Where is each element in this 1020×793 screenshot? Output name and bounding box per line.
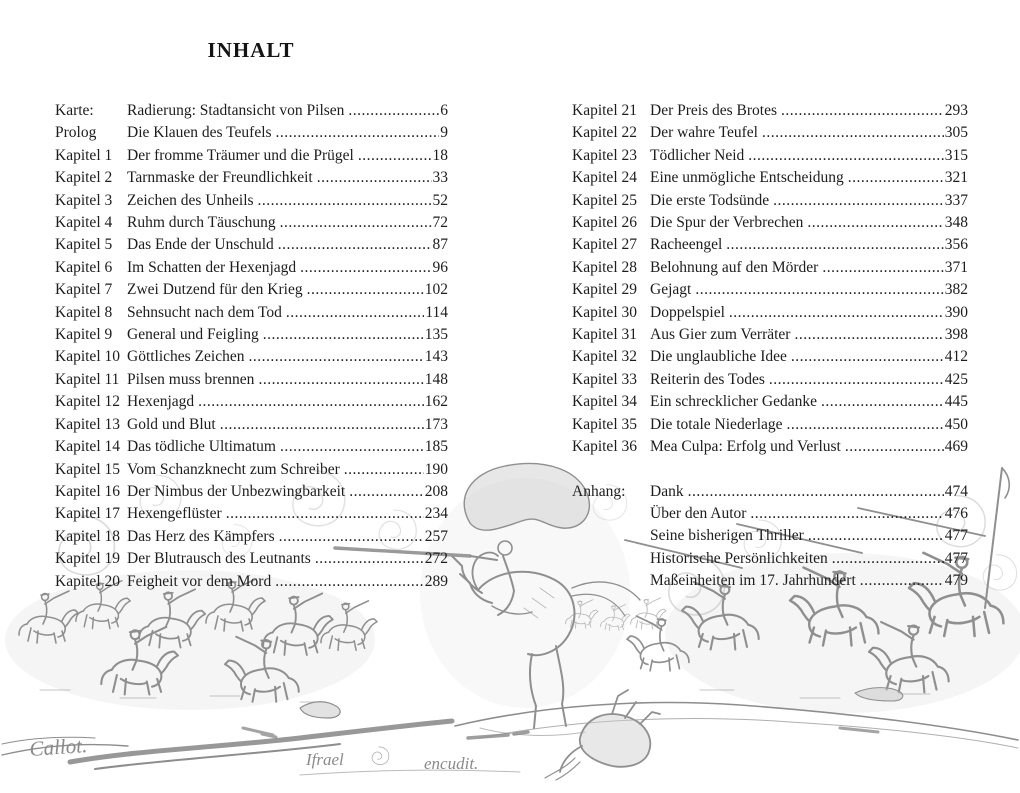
toc-entry-page: 425 [944,370,968,388]
toc-entry [55,414,448,436]
toc-entry-page: 33 [432,169,448,187]
toc-entry-title: Reiterin des Todes [650,370,765,388]
toc-leader-dots [226,503,424,525]
toc-leader-dots [748,145,943,167]
toc-leader-dots [263,324,424,346]
toc-leader-dots [726,234,943,256]
toc-entry [55,302,448,324]
toc-entry-label: Kapitel 5 [55,236,113,254]
toc-entry-title: Göttliches Zeichen [127,348,245,366]
toc-entry-title: Das tödliche Ultimatum [127,438,276,456]
toc-leader-dots [258,369,423,391]
toc-entry [572,167,968,189]
toc-entry-label: Kapitel 8 [55,303,113,321]
toc-entry-label: Karte: [55,102,94,119]
artist-signature: Callot. [28,733,88,761]
toc-entry-label: Kapitel 11 [55,370,120,388]
toc-entry [572,414,968,436]
toc-entry-title: Tarnmaske der Freundlichkeit [127,169,313,187]
toc-entry-label: Kapitel 7 [55,281,113,299]
toc-entry [55,212,448,234]
toc-entry-page: 9 [440,124,448,142]
toc-entry-label: Kapitel 3 [55,191,113,209]
toc-entry-page: 135 [424,326,448,344]
toc-entry-title: Gold und Blut [127,415,216,433]
toc-list-right [572,100,968,459]
toc-entry-label: Kapitel 36 [572,438,637,456]
toc-entry-page: 476 [944,504,968,522]
toc-entry-page: 477 [944,549,968,567]
toc-entry-page: 356 [944,236,968,254]
toc-leader-dots [280,436,424,458]
toc-entry-title: Die erste Todsünde [650,191,770,209]
toc-leader-dots [278,234,432,256]
toc-entry-title: Im Schatten der Hexenjagd [127,258,297,276]
toc-entry-title: Mea Culpa: Erfolg und Verlust [650,438,841,456]
toc-entry-label: Kapitel 12 [55,393,120,411]
toc-list-appendix [572,481,968,593]
toc-leader-dots [808,525,944,547]
toc-entry [55,548,448,570]
toc-entry-title: Der wahre Teufel [650,124,758,142]
toc-leader-dots [781,100,944,122]
toc-leader-dots [822,257,943,279]
toc-entry-label: Kapitel 15 [55,460,120,478]
toc-entry-label: Kapitel 13 [55,415,120,433]
toc-entry-title: Der Nimbus der Unbezwingbarkeit [127,482,346,500]
toc-leader-dots [769,369,944,391]
toc-entry-page: 412 [944,348,968,366]
toc-leader-dots [307,279,424,301]
toc-entry-label: Kapitel 27 [572,236,637,254]
toc-entry-title: Die totale Niederlage [650,415,783,433]
toc-entry [55,324,448,346]
toc-leader-dots [762,122,944,144]
toc-entry-label: Kapitel 28 [572,258,637,276]
publisher-signature-1: Ifrael [306,750,344,769]
toc-entry-label: Kapitel 9 [55,326,113,344]
toc-entry-page: 18 [432,146,448,164]
toc-entry-title: Belohnung auf den Mörder [650,258,819,276]
toc-leader-dots [315,548,424,570]
toc-entry-page: 208 [424,482,448,500]
toc-entry-title: Eine unmögliche Entscheidung [650,169,844,187]
toc-entry [572,122,968,144]
toc-entry-label: Kapitel 6 [55,258,113,276]
toc-entry-title: Seine bisherigen Thriller [650,527,804,545]
toc-entry-label: Kapitel 21 [572,102,637,119]
toc-entry [572,525,968,547]
toc-entry-title: Die Klauen des Teufels [127,124,272,142]
toc-entry-label: Kapitel 16 [55,482,120,500]
toc-entry-page: 479 [944,572,968,590]
toc-entry-page: 257 [424,527,448,545]
toc-entry-label: Kapitel 22 [572,124,637,142]
toc-entry-page: 143 [424,348,448,366]
toc-leader-dots [220,414,424,436]
toc-entry [55,526,448,548]
toc-entry-page: 337 [944,191,968,209]
toc-entry-title: Sehnsucht nach dem Tod [127,303,282,321]
toc-entry-page: 371 [944,258,968,276]
toc-entry-page: 315 [944,146,968,164]
toc-entry-title: Die Spur der Verbrechen [650,214,804,232]
toc-column-right [572,100,968,593]
toc-leader-dots [349,481,424,503]
toc-entry [572,548,968,570]
toc-leader-dots [198,391,424,413]
toc-entry-page: 305 [944,124,968,142]
toc-entry-title: Über den Autor [650,504,747,522]
toc-entry [572,234,968,256]
toc-entry-label: Kapitel 30 [572,303,637,321]
toc-entry-title: Gejagt [650,281,692,299]
toc-entry [55,481,448,503]
toc-entry [55,122,448,144]
toc-entry-title: Maßeinheiten im 17. Jahrhundert [650,572,856,590]
toc-leader-dots [280,212,432,234]
toc-leader-dots [729,302,944,324]
toc-entry-label: Kapitel 23 [572,146,637,164]
toc-entry [572,369,968,391]
toc-entry-title: Das Herz des Kämpfers [127,527,275,545]
toc-entry [55,459,448,481]
toc-entry [572,145,968,167]
toc-entry-page: 6 [440,102,448,119]
toc-entry-page: 52 [432,191,448,209]
toc-entry-title: Hexengeflüster [127,505,222,523]
toc-leader-dots [286,302,424,324]
toc-entry-title: Der fromme Träumer und die Prügel [127,146,354,164]
toc-entry-title: General und Feigling [127,326,259,344]
toc-entry-title: Die unglaubliche Idee [650,348,787,366]
toc-leader-dots [688,481,944,503]
toc-entry-page: 398 [944,326,968,344]
toc-entry-page: 289 [424,572,448,590]
toc-entry [572,436,968,458]
toc-entry [55,257,448,279]
toc-entry-page: 469 [944,438,968,456]
toc-entry-page: 234 [424,505,448,523]
toc-leader-dots [848,167,944,189]
toc-entry-label: Kapitel 20 [55,572,120,590]
toc-leader-dots [845,436,944,458]
toc-entry-page: 474 [944,482,968,500]
toc-entry-title: Doppelspiel [650,303,725,321]
toc-entry-title: Der Blutrausch des Leutnants [127,550,311,568]
toc-entry-label: Kapitel 26 [572,214,637,232]
toc-entry-label: Kapitel 35 [572,415,637,433]
toc-entry-title: Ruhm durch Täuschung [127,214,276,232]
toc-entry-title: Dank [650,482,684,500]
toc-entry-title: Aus Gier zum Verräter [650,326,791,344]
toc-entry-label: Kapitel 1 [55,146,113,164]
toc-entry [55,145,448,167]
toc-entry-page: 72 [432,214,448,232]
toc-leader-dots [249,346,424,368]
toc-entry-page: 450 [944,415,968,433]
toc-leader-dots [358,145,432,167]
toc-entry-title: Pilsen muss brennen [127,370,255,388]
toc-entry-label: Kapitel 34 [572,393,637,411]
toc-entry-label: Prolog [55,124,97,142]
toc-section-gap [572,459,968,481]
toc-entry [572,324,968,346]
toc-entry-title: Das Ende der Unschuld [127,236,274,254]
toc-entry [55,369,448,391]
toc-entry [55,167,448,189]
toc-entry-title: Radierung: Stadtansicht von Pilsen [127,102,345,119]
toc-leader-dots [279,526,424,548]
toc-list-left [55,100,448,593]
toc-entry-title: Zwei Dutzend für den Krieg [127,281,303,299]
toc-entry [572,570,968,592]
toc-leader-dots [317,167,432,189]
toc-entry-label: Kapitel 25 [572,191,637,209]
toc-leader-dots [276,122,440,144]
toc-entry-title: Historische Persönlichkeiten [650,549,828,567]
toc-entry [55,571,448,593]
toc-entry-title: Ein schrecklicher Gedanke [650,393,817,411]
toc-entry-page: 173 [424,415,448,433]
toc-entry-label: Kapitel 31 [572,326,637,344]
toc-entry-title: Vom Schanzknecht zum Schreiber [127,460,340,478]
toc-leader-dots [791,346,944,368]
toc-entry-page: 272 [424,550,448,568]
toc-entry-page: 185 [424,438,448,456]
toc-entry-page: 382 [944,281,968,299]
toc-entry-label: Kapitel 10 [55,348,120,366]
toc-entry-label: Kapitel 29 [572,281,637,299]
toc-entry-label: Kapitel 2 [55,169,113,187]
toc-entry [55,100,448,122]
page-title: INHALT [207,38,295,62]
toc-entry [572,391,968,413]
toc-leader-dots [832,548,944,570]
toc-entry-label: Kapitel 17 [55,505,120,523]
toc-entry-label: Kapitel 32 [572,348,637,366]
toc-leader-dots [258,190,432,212]
toc-entry-page: 477 [944,527,968,545]
toc-leader-dots [807,212,943,234]
toc-entry-page: 148 [424,370,448,388]
toc-entry [572,212,968,234]
toc-entry [55,279,448,301]
toc-leader-dots [275,571,424,593]
toc-leader-dots [787,414,944,436]
toc-leader-dots [348,100,439,122]
toc-entry [572,503,968,525]
toc-leader-dots [773,190,944,212]
toc-entry-label: Kapitel 19 [55,550,120,568]
toc-entry-page: 390 [944,303,968,321]
toc-entry-page: 102 [424,281,448,299]
toc-entry-page: 114 [425,303,448,321]
toc-entry [55,346,448,368]
toc-entry [55,436,448,458]
toc-entry-title: Racheengel [650,236,723,254]
toc-entry-page: 445 [944,393,968,411]
toc-entry-page: 96 [432,258,448,276]
toc-entry-page: 87 [432,236,448,254]
toc-entry [572,279,968,301]
toc-entry-label: Anhang: [572,482,626,500]
toc-leader-dots [821,391,944,413]
toc-entry [572,257,968,279]
toc-entry [55,234,448,256]
toc-leader-dots [750,503,943,525]
toc-entry-title: Der Preis des Brotes [650,102,777,119]
toc-entry-title: Tödlicher Neid [650,146,745,164]
toc-entry [572,346,968,368]
toc-entry [572,302,968,324]
toc-leader-dots [794,324,943,346]
toc-entry [55,190,448,212]
toc-entry-page: 293 [944,102,968,119]
publisher-signature-2: encudit. [424,754,479,773]
toc-entry [55,391,448,413]
toc-entry-page: 162 [424,393,448,411]
toc-leader-dots [344,459,424,481]
toc-entry [572,190,968,212]
toc-entry-label: Kapitel 4 [55,214,113,232]
toc-entry-page: 190 [424,460,448,478]
toc-entry [572,481,968,503]
toc-entry [55,503,448,525]
toc-entry-label: Kapitel 24 [572,169,637,187]
toc-entry-title: Zeichen des Unheils [127,191,254,209]
toc-entry-title: Hexenjagd [127,393,195,411]
toc-entry-label: Kapitel 33 [572,370,637,388]
toc-entry-label: Kapitel 14 [55,438,120,456]
signature-flourish [372,747,389,765]
toc-entry [572,100,968,122]
toc-column-left [55,100,448,593]
toc-entry-page: 348 [944,214,968,232]
toc-leader-dots [860,570,944,592]
toc-leader-dots [300,257,431,279]
toc-entry-page: 321 [944,169,968,187]
toc-entry-title: Feigheit vor dem Mord [127,572,272,590]
toc-leader-dots [695,279,943,301]
toc-entry-label: Kapitel 18 [55,527,120,545]
